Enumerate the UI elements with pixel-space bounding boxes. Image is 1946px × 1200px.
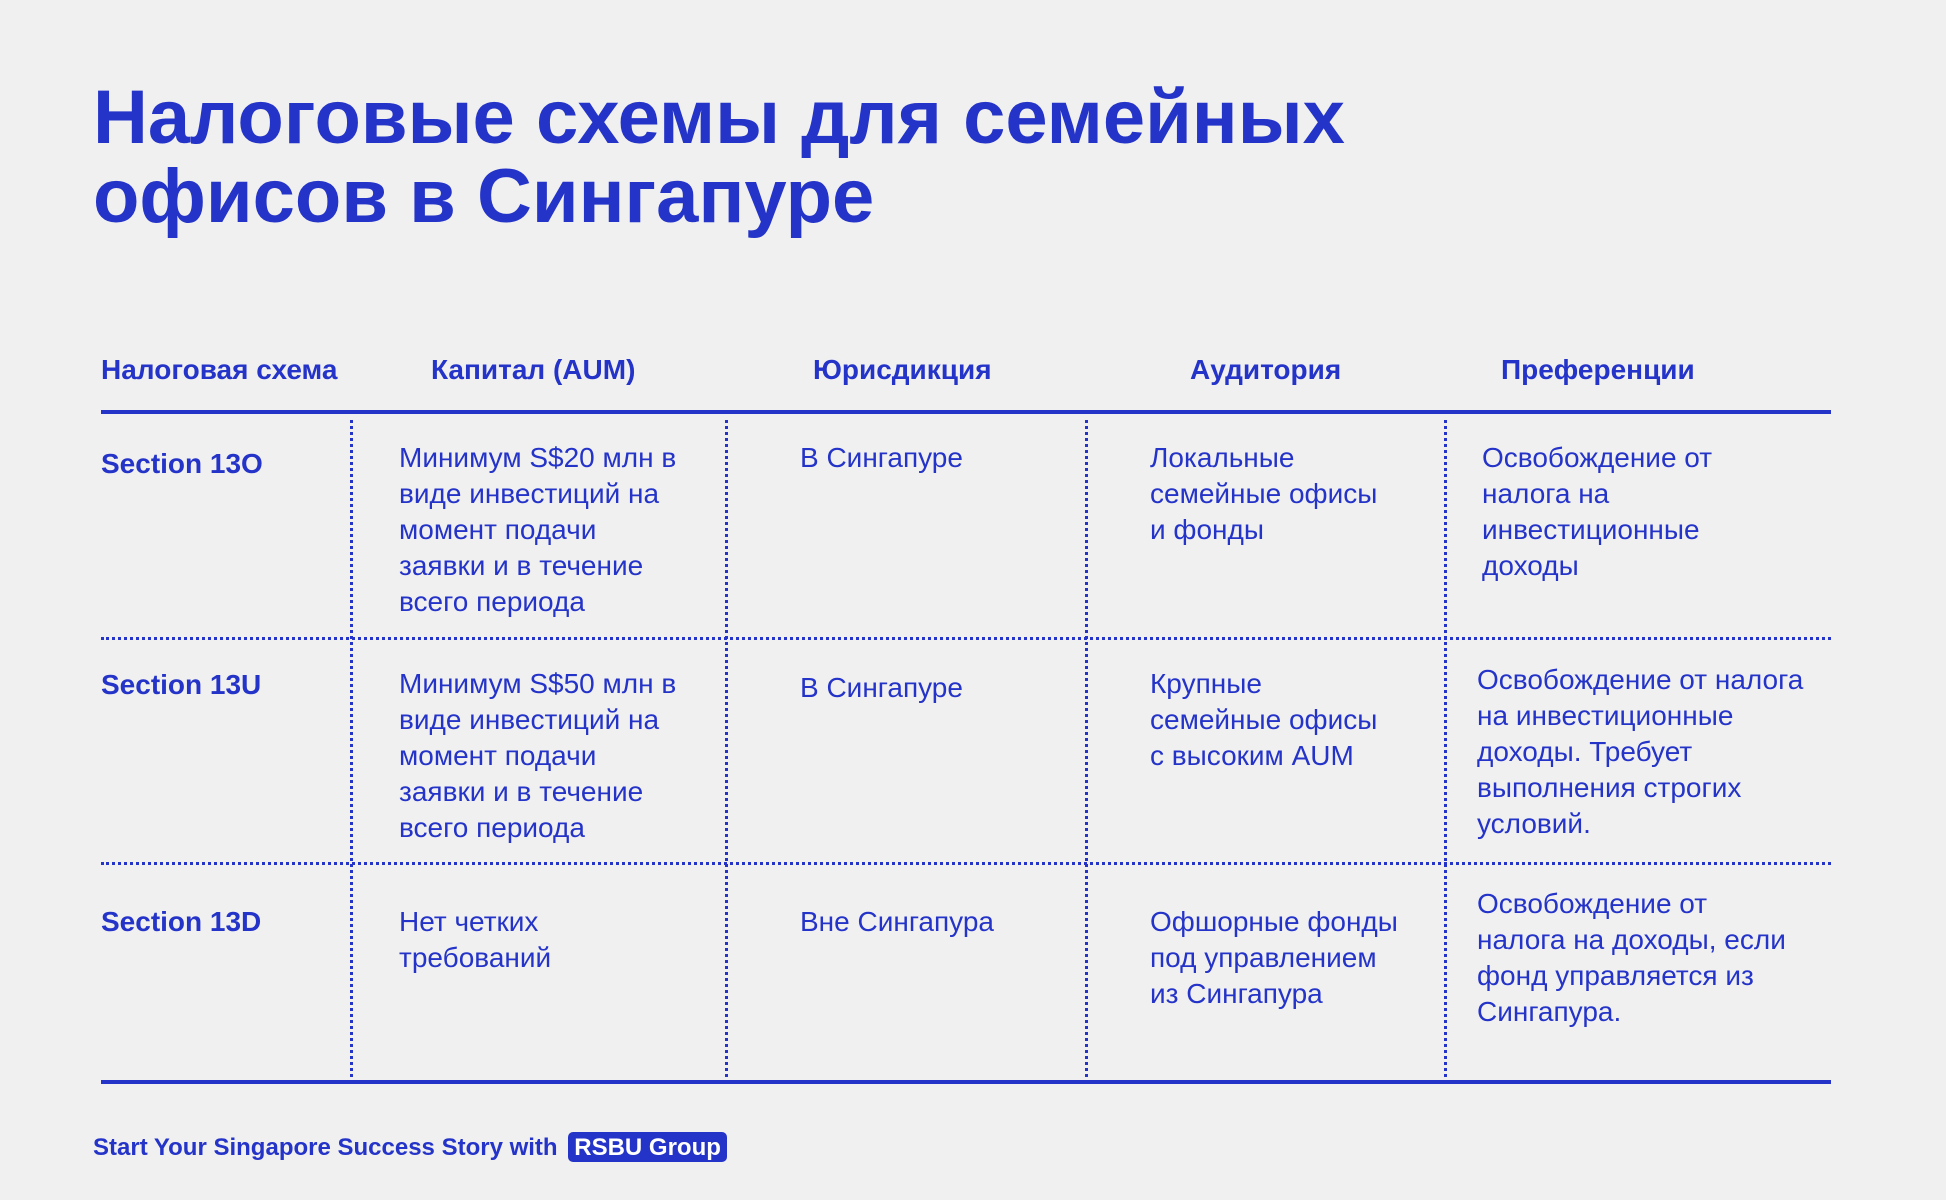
row-3-jurisdiction: Вне Сингапура xyxy=(800,906,994,937)
row-2-jurisdiction: В Сингапуре xyxy=(800,672,963,703)
column-divider xyxy=(725,420,728,1083)
bottom-rule xyxy=(101,1080,1831,1084)
row-1-jurisdiction: В Сингапуре xyxy=(800,442,963,473)
tax-schemes-table xyxy=(101,340,1831,1083)
row-2-capital: Минимум S$50 млн в виде инвестиций на момент подачи заявки и в течение всего периода xyxy=(399,668,677,843)
row-1-scheme: Section 13O xyxy=(101,448,263,479)
title-line-2: офисов в Сингапуре xyxy=(93,154,875,240)
row-divider xyxy=(101,862,1831,865)
title-line-1: Налоговые схемы для семейных xyxy=(93,75,1345,160)
header-preferences: Преференции xyxy=(1501,354,1695,385)
row-3-audience: Офшорные фонды под управлением из Сингапура xyxy=(1150,906,1398,1009)
header-jurisdiction: Юрисдикция xyxy=(813,354,992,385)
column-divider xyxy=(1085,420,1088,1083)
brand-badge: RSBU Group xyxy=(568,1132,727,1162)
header-scheme: Налоговая схема xyxy=(101,354,338,385)
footer-text: Start Your Singapore Success Story with xyxy=(93,1134,558,1161)
header-capital: Капитал (AUM) xyxy=(431,354,636,385)
page-title xyxy=(93,75,1493,240)
header-rule xyxy=(101,410,1831,414)
row-2-preferences: Освобождение от налога на инвестиционные доходы. Требует выполнения строгих условий. xyxy=(1477,664,1804,839)
row-3-scheme: Section 13D xyxy=(101,906,262,937)
row-1-capital: Минимум S$20 млн в виде инвестиций на момент подачи заявки и в течение всего периода xyxy=(399,442,677,617)
header-audience: Аудитория xyxy=(1190,354,1342,385)
row-1-audience: Локальные семейные офисы и фонды xyxy=(1150,442,1378,545)
row-2-scheme: Section 13U xyxy=(101,669,262,700)
row-3-preferences: Освобождение от налога на доходы, если фонд управляется из Сингапура. xyxy=(1477,888,1786,1027)
column-divider xyxy=(350,420,353,1083)
row-divider xyxy=(101,637,1831,640)
footer-tagline xyxy=(93,1132,727,1162)
row-1-preferences: Освобождение от налога на инвестиционные доходы xyxy=(1482,442,1713,581)
column-divider xyxy=(1444,420,1447,1083)
row-3-capital: Нет четких требований xyxy=(399,906,552,973)
row-2-audience: Крупные семейные офисы с высоким AUM xyxy=(1150,668,1378,771)
